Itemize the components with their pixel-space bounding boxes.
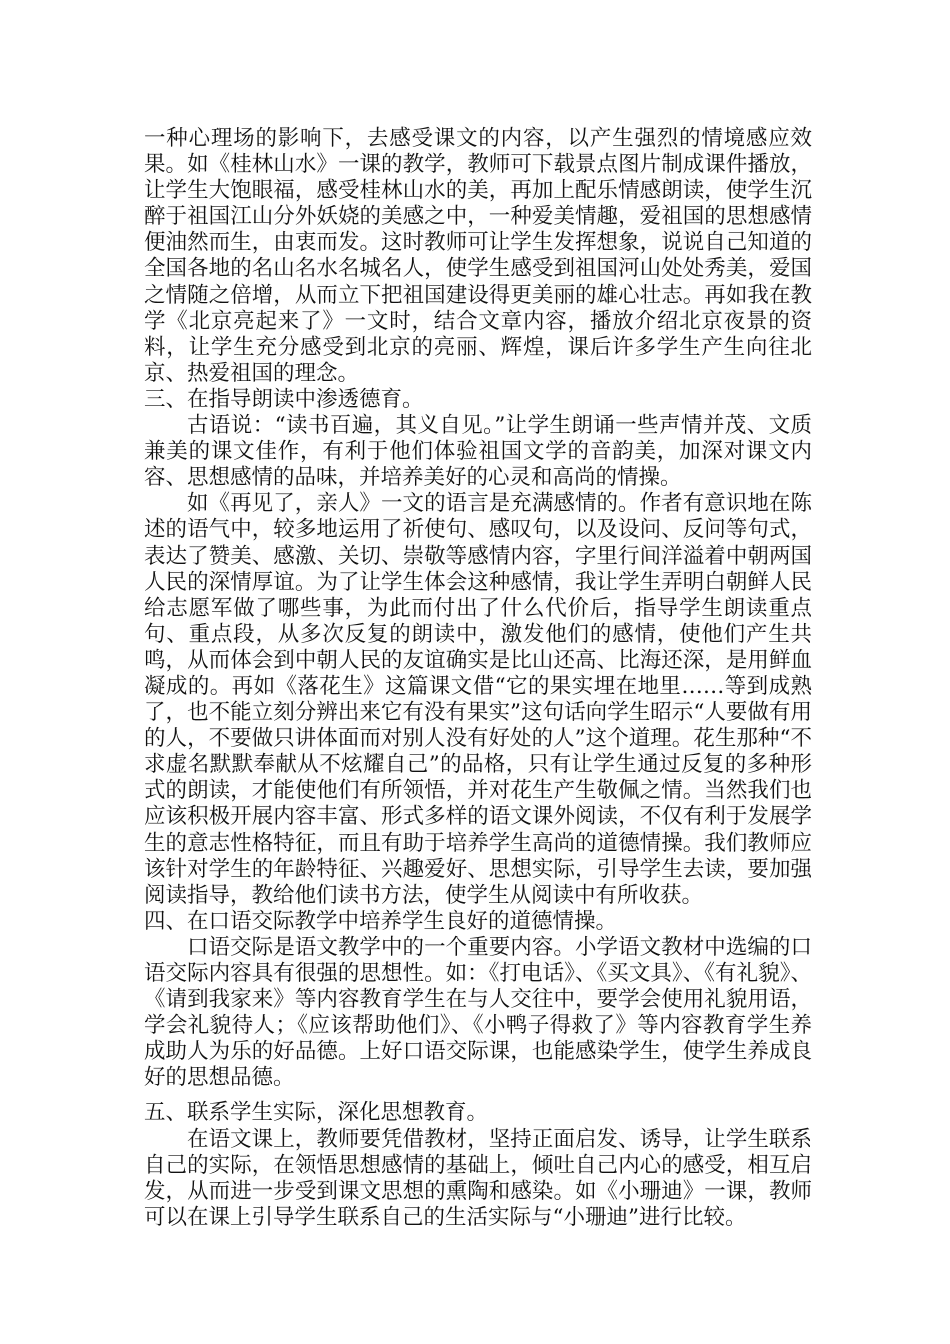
document-page: [144, 126, 812, 1231]
paragraph-oral-communication: 口语交际是语文教学中的一个重要内容。小学语文教材中选编的口语交际内容具有很强的思想性。如：《打电话》、《买文具》、《有礼貌》、《请到我家来》等内容教育学生在与人交往中，要学会使用礼貌用语，学会礼貌待人；《应该帮助他们》、《小鸭子得救了》等内容教育学生养成助人为乐的好品德。上好口语交际课，也能感染学生，使学生养成良好的思想品德。: [144, 934, 812, 1091]
section-heading-4: 四、在口语交际教学中培养学生良好的道德情操。: [144, 908, 618, 934]
section-heading-3: 三、在指导朗读中渗透德育。: [144, 386, 424, 412]
paragraph-intro: 一种心理场的影响下，去感受课文的内容，以产生强烈的情境感应效果。如《桂林山水》一课的教学，教师可下载景点图片制成课件播放，让学生大饱眼福，感受桂林山水的美，再加上配乐情感朗读，使学生沉醉于祖国江山分外妖娆的美感之中，一种爱美情趣，爱祖国的思想感情便油然而生，由衷而发。这时教师可让学生发挥想象，说说自己知道的全国各地的名山名水名城名人，使学生感受到祖国河山处处秀美，爱国之情随之倍增，从而立下把祖国建设得更美丽的雄心壮志。再如我在教学《北京亮起来了》一文时，结合文章内容，播放介绍北京夜景的资料，让学生充分感受到北京的亮丽、辉煌，课后许多学生产生向往北京、热爱祖国的理念。: [144, 126, 812, 386]
section-heading-5: 五、联系学生实际，深化思想教育。: [144, 1100, 489, 1126]
paragraph-reading-quote: 古语说：“读书百遍，其义自见。”让学生朗诵一些声情并茂、文质兼美的课文佳作，有利于他们体验祖国文学的音韵美，加深对课文内容、思想感情的品味，并培养美好的心灵和高尚的情操。: [144, 413, 812, 491]
paragraph-student-practice: 在语文课上，教师要凭借教材，坚持正面启发、诱导，让学生联系自己的实际，在领悟思想感情的基础上，倾吐自己内心的感受，相互启发，从而进一步受到课文思想的熏陶和感染。如《小珊迪》一课，教师可以在课上引导学生联系自己的生活实际与“小珊迪”进行比较。: [144, 1126, 812, 1230]
paragraph-reading-example: 如《再见了，亲人》一文的语言是充满感情的。作者有意识地在陈述的语气中，较多地运用了祈使句、感叹句，以及设问、反问等句式，表达了赞美、感激、关切、崇敬等感情内容，字里行间洋溢着中朝两国人民的深情厚谊。为了让学生体会这种感情，我让学生弄明白朝鲜人民给志愿军做了哪些事，为此而付出了什么代价后，指导学生朗读重点句、重点段，从多次反复的朗读中，激发他们的感情，使他们产生共鸣，从而体会到中朝人民的友谊确实是比山还高、比海还深，是用鲜血凝成的。再如《落花生》这篇课文借“它的果实埋在地里……等到成熟了，也不能立刻分辨出来它有没有果实”这句话向学生昭示“人要做有用的人，不要做只讲体面而对别人没有好处的人”这个道理。花生那种“不求虚名默默奉献从不炫耀自己”的品格，只有让学生通过反复的多种形式的朗读，才能使他们有所领悟，并对花生产生敬佩之情。当然我们也应该积极开展内容丰富、形式多样的语文课外阅读，不仅有利于发展学生的意志性格特征，而且有助于培养学生高尚的道德情操。我们教师应该针对学生的年龄特征、兴趣爱好、思想实际，引导学生去读，要加强阅读指导，教给他们读书方法，使学生从阅读中有所收获。: [144, 491, 812, 908]
